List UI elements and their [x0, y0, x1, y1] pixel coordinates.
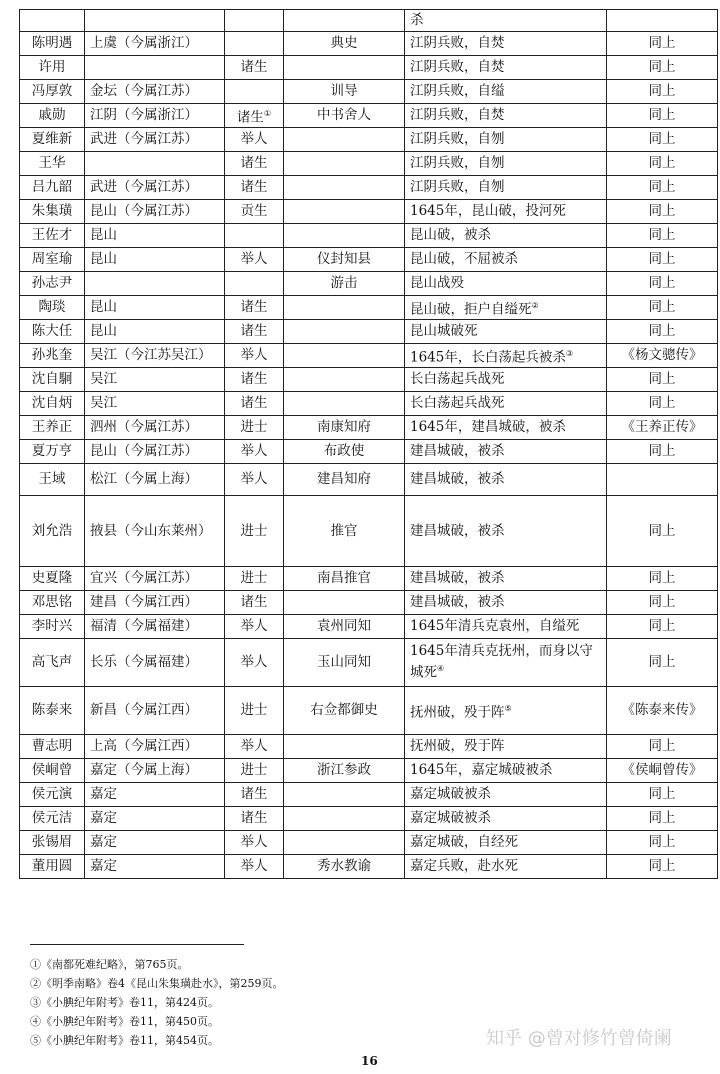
post-cell: 右佥都御史: [284, 687, 405, 735]
name-cell: 孙兆奎: [20, 344, 85, 368]
rank-cell: 诸生: [225, 807, 284, 831]
source-cell: 同上: [607, 807, 718, 831]
origin-cell: [85, 56, 225, 80]
table-row: [20, 80, 718, 104]
origin-cell: 吴江: [85, 368, 225, 392]
origin-cell: 昆山: [85, 320, 225, 344]
post-cell: 训导: [284, 80, 405, 104]
source-cell: 同上: [607, 320, 718, 344]
fate-cell: 1645年清兵克抚州，而身以守城死④: [405, 639, 607, 687]
source-cell: 同上: [607, 176, 718, 200]
post-cell: [284, 831, 405, 855]
post-cell: 仪封知县: [284, 248, 405, 272]
source-cell: 同上: [607, 440, 718, 464]
footnote: ③《小腆纪年附考》卷11，第424页。: [30, 996, 219, 1009]
name-cell: 冯厚敦: [20, 80, 85, 104]
table-row: [20, 200, 718, 224]
name-cell: 戚勋: [20, 104, 85, 128]
origin-cell: [85, 10, 225, 32]
source-cell: 同上: [607, 200, 718, 224]
post-cell: 秀水教谕: [284, 855, 405, 879]
origin-cell: 武进（今属江苏）: [85, 128, 225, 152]
source-cell: 《陈泰来传》: [607, 687, 718, 735]
table-row: [20, 687, 718, 735]
fate-cell: 江阴兵败，自刎: [405, 152, 607, 176]
rank-cell: [225, 32, 284, 56]
rank-cell: 举人: [225, 464, 284, 496]
post-cell: [284, 176, 405, 200]
fate-cell: 1645年，建昌城破，被杀: [405, 416, 607, 440]
fate-cell: 江阴兵败，自焚: [405, 32, 607, 56]
name-cell: 沈自炳: [20, 392, 85, 416]
name-cell: 侯峒曾: [20, 759, 85, 783]
footnote: ①《南都死难纪略》，第765页。: [30, 958, 189, 971]
rank-cell: 诸生: [225, 783, 284, 807]
fate-cell: 江阴兵败，自焚: [405, 56, 607, 80]
post-cell: [284, 128, 405, 152]
post-cell: [284, 807, 405, 831]
rank-cell: 诸生: [225, 152, 284, 176]
source-cell: [607, 10, 718, 32]
fate-cell: 昆山战殁: [405, 272, 607, 296]
name-cell: 高飞声: [20, 639, 85, 687]
post-cell: [284, 591, 405, 615]
fate-cell: 建昌城破，被杀: [405, 591, 607, 615]
origin-cell: 昆山: [85, 248, 225, 272]
table-row: [20, 248, 718, 272]
table-row: [20, 104, 718, 128]
post-cell: 南康知府: [284, 416, 405, 440]
rank-cell: 进士: [225, 567, 284, 591]
table-row: [20, 368, 718, 392]
name-cell: 夏万亨: [20, 440, 85, 464]
table-row: [20, 440, 718, 464]
table-row: [20, 32, 718, 56]
fate-cell: 嘉定城破被杀: [405, 807, 607, 831]
source-cell: 同上: [607, 272, 718, 296]
rank-cell: [225, 10, 284, 32]
origin-cell: 江阴（今属浙江）: [85, 104, 225, 128]
name-cell: 侯元演: [20, 783, 85, 807]
name-cell: 陈泰来: [20, 687, 85, 735]
fate-cell: 1645年，嘉定城破被杀: [405, 759, 607, 783]
rank-cell: 举人: [225, 440, 284, 464]
post-cell: 南昌推官: [284, 567, 405, 591]
post-cell: 游击: [284, 272, 405, 296]
rank-cell: [225, 80, 284, 104]
origin-cell: 上高（今属江西）: [85, 735, 225, 759]
post-cell: [284, 152, 405, 176]
origin-cell: 昆山（今属江苏）: [85, 200, 225, 224]
source-cell: 同上: [607, 296, 718, 320]
rank-cell: 进士: [225, 496, 284, 567]
fate-cell: 杀: [405, 10, 607, 32]
rank-cell: 诸生①: [225, 104, 284, 128]
source-cell: 同上: [607, 80, 718, 104]
fate-cell: 昆山破，拒户自缢死②: [405, 296, 607, 320]
origin-cell: 长乐（今属福建）: [85, 639, 225, 687]
post-cell: 推官: [284, 496, 405, 567]
name-cell: 吕九韶: [20, 176, 85, 200]
post-cell: [284, 368, 405, 392]
fate-cell: 1645年，长白荡起兵被杀③: [405, 344, 607, 368]
origin-cell: 金坛（今属江苏）: [85, 80, 225, 104]
origin-cell: [85, 152, 225, 176]
fate-cell: 长白荡起兵战死: [405, 368, 607, 392]
table-row: [20, 10, 718, 32]
post-cell: 中书舍人: [284, 104, 405, 128]
source-cell: 《侯峒曾传》: [607, 759, 718, 783]
fate-cell: 嘉定城破被杀: [405, 783, 607, 807]
name-cell: 孙志尹: [20, 272, 85, 296]
rank-cell: 举人: [225, 128, 284, 152]
footnote-divider: [30, 944, 244, 945]
origin-cell: 昆山（今属江苏）: [85, 440, 225, 464]
rank-cell: 进士: [225, 687, 284, 735]
table-row: [20, 344, 718, 368]
table-row: [20, 296, 718, 320]
footnote-marker: ②: [531, 300, 539, 310]
fate-cell: 嘉定兵败，赴水死: [405, 855, 607, 879]
name-cell: 王域: [20, 464, 85, 496]
source-cell: 同上: [607, 248, 718, 272]
origin-cell: 建昌（今属江西）: [85, 591, 225, 615]
source-cell: 同上: [607, 591, 718, 615]
origin-cell: 上虞（今属浙江）: [85, 32, 225, 56]
footnote: ②《明季南略》卷4《昆山朱集璜赴水》，第259页。: [30, 977, 284, 990]
source-cell: 同上: [607, 855, 718, 879]
fate-cell: 江阴兵败，自缢: [405, 80, 607, 104]
fate-cell: 昆山破，被杀: [405, 224, 607, 248]
fate-cell: 长白荡起兵战死: [405, 392, 607, 416]
name-cell: 董用圆: [20, 855, 85, 879]
rank-cell: 诸生: [225, 368, 284, 392]
origin-cell: [85, 272, 225, 296]
source-cell: 同上: [607, 104, 718, 128]
source-cell: 同上: [607, 496, 718, 567]
origin-cell: 新昌（今属江西）: [85, 687, 225, 735]
table-row: [20, 224, 718, 248]
source-cell: 《杨文骢传》: [607, 344, 718, 368]
source-cell: 同上: [607, 32, 718, 56]
rank-cell: 进士: [225, 759, 284, 783]
post-cell: 典史: [284, 32, 405, 56]
origin-cell: 嘉定: [85, 855, 225, 879]
rank-cell: 诸生: [225, 56, 284, 80]
rank-cell: 举人: [225, 831, 284, 855]
post-cell: 玉山同知: [284, 639, 405, 687]
origin-cell: 嘉定: [85, 807, 225, 831]
origin-cell: 泗州（今属江苏）: [85, 416, 225, 440]
fate-cell: 1645年，昆山破，投河死: [405, 200, 607, 224]
fate-cell: 建昌城破，被杀: [405, 496, 607, 567]
fate-cell: 昆山破，不屈被杀: [405, 248, 607, 272]
fate-cell: 江阴兵败，自刎: [405, 128, 607, 152]
name-cell: 沈自駉: [20, 368, 85, 392]
rank-cell: 诸生: [225, 591, 284, 615]
source-cell: 同上: [607, 567, 718, 591]
source-cell: 同上: [607, 735, 718, 759]
source-cell: 同上: [607, 783, 718, 807]
origin-cell: 昆山: [85, 224, 225, 248]
origin-cell: 武进（今属江苏）: [85, 176, 225, 200]
source-cell: 同上: [607, 56, 718, 80]
biography-table: [19, 9, 718, 879]
origin-cell: 掖县（今山东莱州）: [85, 496, 225, 567]
name-cell: 张锡眉: [20, 831, 85, 855]
name-cell: 许用: [20, 56, 85, 80]
post-cell: [284, 320, 405, 344]
name-cell: 陈明遇: [20, 32, 85, 56]
name-cell: 刘允浩: [20, 496, 85, 567]
table-row: [20, 759, 718, 783]
footnote-marker: ①: [263, 108, 272, 118]
post-cell: [284, 296, 405, 320]
rank-cell: 诸生: [225, 392, 284, 416]
footnote-marker: ③: [565, 348, 574, 358]
origin-cell: 福清（今属福建）: [85, 615, 225, 639]
table-row: [20, 496, 718, 567]
source-cell: 同上: [607, 639, 718, 687]
rank-cell: 举人: [225, 615, 284, 639]
name-cell: 侯元洁: [20, 807, 85, 831]
table-row: [20, 56, 718, 80]
origin-cell: 吴江（今江苏吴江）: [85, 344, 225, 368]
watermark: 知乎 @曾对修竹曾倚阑: [486, 1028, 672, 1049]
source-cell: 同上: [607, 831, 718, 855]
post-cell: [284, 392, 405, 416]
page-number: 16: [361, 1054, 378, 1068]
name-cell: 陶琰: [20, 296, 85, 320]
name-cell: [20, 10, 85, 32]
footnotes: [30, 955, 284, 1050]
rank-cell: 诸生: [225, 176, 284, 200]
table-row: [20, 807, 718, 831]
fate-cell: 江阴兵败，自刎: [405, 176, 607, 200]
source-cell: 同上: [607, 392, 718, 416]
footnote-marker: ⑤: [504, 703, 512, 713]
name-cell: 周室瑜: [20, 248, 85, 272]
source-cell: 同上: [607, 128, 718, 152]
post-cell: [284, 10, 405, 32]
post-cell: 布政使: [284, 440, 405, 464]
rank-cell: [225, 272, 284, 296]
source-cell: 同上: [607, 224, 718, 248]
table-row: [20, 855, 718, 879]
origin-cell: 嘉定: [85, 831, 225, 855]
table-row: [20, 464, 718, 496]
table-row: [20, 176, 718, 200]
table-row: [20, 272, 718, 296]
rank-cell: 进士: [225, 416, 284, 440]
source-cell: [607, 464, 718, 496]
name-cell: 曹志明: [20, 735, 85, 759]
name-cell: 李时兴: [20, 615, 85, 639]
fate-cell: 嘉定城破，自经死: [405, 831, 607, 855]
origin-cell: 吴江: [85, 392, 225, 416]
rank-cell: 举人: [225, 639, 284, 687]
rank-cell: 举人: [225, 248, 284, 272]
name-cell: 王养正: [20, 416, 85, 440]
fate-cell: 抚州破，殁于阵: [405, 735, 607, 759]
fate-cell: 抚州破，殁于阵⑤: [405, 687, 607, 735]
rank-cell: 举人: [225, 735, 284, 759]
name-cell: 陈大任: [20, 320, 85, 344]
table-row: [20, 567, 718, 591]
post-cell: [284, 735, 405, 759]
rank-cell: 举人: [225, 344, 284, 368]
rank-cell: 诸生: [225, 320, 284, 344]
table-row: [20, 615, 718, 639]
table-row: [20, 591, 718, 615]
table-row: [20, 128, 718, 152]
fate-cell: 1645年清兵克袁州，自缢死: [405, 615, 607, 639]
origin-cell: 嘉定（今属上海）: [85, 759, 225, 783]
fate-cell: 昆山城破死: [405, 320, 607, 344]
footnote: ④《小腆纪年附考》卷11，第450页。: [30, 1015, 219, 1028]
post-cell: 袁州同知: [284, 615, 405, 639]
origin-cell: 松江（今属上海）: [85, 464, 225, 496]
name-cell: 王佐才: [20, 224, 85, 248]
table-row: [20, 152, 718, 176]
post-cell: 浙江参政: [284, 759, 405, 783]
origin-cell: 宜兴（今属江苏）: [85, 567, 225, 591]
table-row: [20, 831, 718, 855]
table-row: [20, 735, 718, 759]
post-cell: [284, 783, 405, 807]
post-cell: 建昌知府: [284, 464, 405, 496]
origin-cell: 嘉定: [85, 783, 225, 807]
source-cell: 同上: [607, 152, 718, 176]
table-row: [20, 392, 718, 416]
table-row: [20, 639, 718, 687]
fate-cell: 建昌城破，被杀: [405, 567, 607, 591]
fate-cell: 江阴兵败，自焚: [405, 104, 607, 128]
footnote: ⑤《小腆纪年附考》卷11，第454页。: [30, 1034, 219, 1047]
origin-cell: 昆山: [85, 296, 225, 320]
footnote-marker: ④: [437, 664, 445, 674]
rank-cell: 贡生: [225, 200, 284, 224]
source-cell: 同上: [607, 615, 718, 639]
post-cell: [284, 224, 405, 248]
name-cell: 王华: [20, 152, 85, 176]
name-cell: 邓思铭: [20, 591, 85, 615]
fate-cell: 建昌城破，被杀: [405, 464, 607, 496]
source-cell: 《王养正传》: [607, 416, 718, 440]
post-cell: [284, 200, 405, 224]
post-cell: [284, 56, 405, 80]
post-cell: [284, 344, 405, 368]
name-cell: 朱集璜: [20, 200, 85, 224]
name-cell: 夏维新: [20, 128, 85, 152]
rank-cell: 举人: [225, 855, 284, 879]
fate-cell: 建昌城破，被杀: [405, 440, 607, 464]
table-row: [20, 320, 718, 344]
table-row: [20, 783, 718, 807]
table-row: [20, 416, 718, 440]
rank-cell: 诸生: [225, 296, 284, 320]
rank-cell: [225, 224, 284, 248]
source-cell: 同上: [607, 368, 718, 392]
name-cell: 史夏隆: [20, 567, 85, 591]
